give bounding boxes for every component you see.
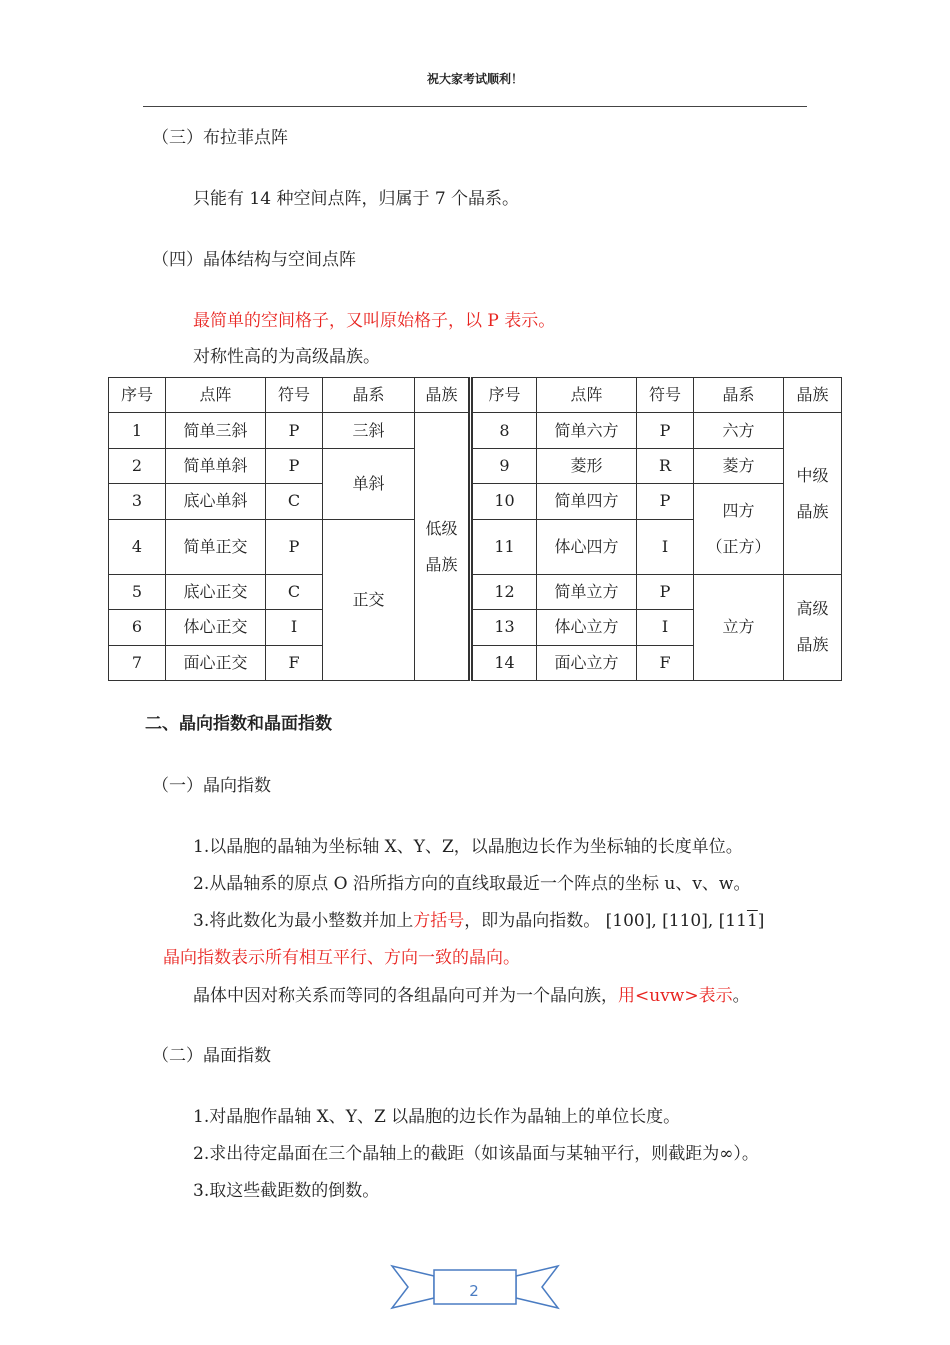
cell-symbol: P: [266, 448, 323, 483]
part2-heading: 二、晶向指数和晶面指数: [145, 714, 332, 734]
section-heading-bravais: （三）布拉菲点阵: [152, 128, 288, 148]
table-row: [109, 413, 842, 448]
cell-lattice: 底心单斜: [166, 484, 266, 519]
cell-lattice: 体心四方: [537, 519, 637, 574]
direction-step-1: 1.以晶胞的晶轴为坐标轴 X、Y、Z，以晶胞边长作为坐标轴的长度单位。: [193, 837, 743, 857]
cell-lattice: 面心正交: [166, 645, 266, 680]
bravais-summary: 只能有 14 种空间点阵，归属于 7 个晶系。: [193, 189, 520, 209]
page-header: 祝大家考试顺利！: [426, 72, 523, 86]
family-mid-line1: 中级: [796, 465, 829, 485]
header-cell: 序号: [471, 378, 537, 413]
cell-system-tetragonal: [694, 484, 784, 575]
cell-family-high: [784, 574, 842, 680]
header-cell: 晶系: [694, 378, 784, 413]
cell-system-cubic: 立方: [694, 574, 784, 680]
family-notation: 用<uvw>表示: [618, 986, 733, 1006]
cell-symbol: P: [266, 519, 323, 574]
cell-lattice: 简单四方: [537, 484, 637, 519]
table-row: [109, 448, 842, 483]
cell-no: 4: [109, 519, 166, 574]
plane-step-3: 3.取这些截距数的倒数。: [193, 1181, 380, 1201]
cell-no: 14: [471, 645, 537, 680]
cell-no: 2: [109, 448, 166, 483]
cell-no: 9: [471, 448, 537, 483]
header-cell: 序号: [109, 378, 166, 413]
header-rule: [143, 106, 807, 107]
cell-symbol: F: [637, 645, 694, 680]
tetragonal-line2: （正方）: [706, 536, 771, 556]
cell-no: 13: [471, 610, 537, 645]
cell-lattice: 简单单斜: [166, 448, 266, 483]
family-low-line1: 低级: [425, 518, 458, 538]
family-mid-line2: 晶族: [796, 501, 829, 521]
cell-no: 10: [471, 484, 537, 519]
cell-symbol: P: [637, 574, 694, 609]
family-text: 晶体中因对称关系而等同的各组晶向可并为一个晶向族，: [193, 986, 618, 1006]
table-header-row: [109, 378, 842, 413]
cell-lattice: 底心正交: [166, 574, 266, 609]
cell-system-triclinic: 三斜: [323, 413, 415, 448]
bracket-highlight: 方括号: [413, 911, 465, 931]
tetragonal-line1: 四方: [722, 500, 755, 520]
cell-lattice: 菱形: [537, 448, 637, 483]
cell-symbol: P: [637, 413, 694, 448]
direction-note: 晶向指数表示所有相互平行、方向一致的晶向。: [163, 948, 520, 968]
step3-text: 3.将此数化为最小整数并加上: [193, 911, 414, 931]
cell-system-monoclinic: 单斜: [323, 448, 415, 519]
cell-lattice: 简单六方: [537, 413, 637, 448]
cell-no: 11: [471, 519, 537, 574]
step3-close-bracket: ]: [757, 911, 765, 931]
cell-lattice: 简单立方: [537, 574, 637, 609]
step3-examples: ，即为晶向指数。 [100], [110], [11: [464, 911, 747, 931]
cell-symbol: P: [266, 413, 323, 448]
cell-no: 8: [471, 413, 537, 448]
plane-step-1: 1.对晶胞作晶轴 X、Y、Z 以晶胞的边长作为晶轴上的单位长度。: [193, 1107, 681, 1127]
cell-symbol: R: [637, 448, 694, 483]
overbar-digit: 1: [746, 911, 758, 931]
section-heading-crystal-structure: （四）晶体结构与空间点阵: [152, 250, 356, 270]
cell-family-low: [415, 413, 471, 681]
cell-no: 3: [109, 484, 166, 519]
cell-family-mid: [784, 413, 842, 574]
cell-lattice: 简单正交: [166, 519, 266, 574]
primitive-cell-note: 最简单的空间格子，又叫原始格子，以 P 表示。: [193, 311, 556, 331]
header-cell: 符号: [266, 378, 323, 413]
cell-symbol: I: [266, 610, 323, 645]
cell-no: 5: [109, 574, 166, 609]
cell-no: 7: [109, 645, 166, 680]
family-high-line2: 晶族: [796, 635, 829, 655]
plane-step-2: 2.求出待定晶面在三个晶轴上的截距（如该晶面与某轴平行，则截距为∞）。: [193, 1144, 759, 1164]
cell-lattice: 简单三斜: [166, 413, 266, 448]
high-symmetry-note: 对称性高的为高级晶族。: [193, 347, 380, 367]
direction-family-note: [193, 985, 750, 1007]
header-cell: 晶系: [323, 378, 415, 413]
family-high-line1: 高级: [796, 599, 829, 619]
cell-symbol: F: [266, 645, 323, 680]
family-low-line2: 晶族: [425, 554, 458, 574]
cell-lattice: 体心正交: [166, 610, 266, 645]
cell-lattice: 体心立方: [537, 610, 637, 645]
cell-symbol: C: [266, 574, 323, 609]
table-row: [109, 484, 842, 519]
cell-symbol: C: [266, 484, 323, 519]
cell-lattice: 面心立方: [537, 645, 637, 680]
cell-system-orthorhombic: 正交: [323, 519, 415, 681]
cell-symbol: P: [637, 484, 694, 519]
header-cell: 点阵: [537, 378, 637, 413]
header-cell: 符号: [637, 378, 694, 413]
table-row: [109, 574, 842, 609]
direction-step-3: [193, 910, 764, 932]
cell-no: 6: [109, 610, 166, 645]
header-cell: 晶族: [784, 378, 842, 413]
page-number: 2: [469, 1282, 479, 1300]
cell-system-hexagonal: 六方: [694, 413, 784, 448]
header-cell: 晶族: [415, 378, 471, 413]
family-period: 。: [732, 986, 750, 1006]
cell-no: 1: [109, 413, 166, 448]
cell-no: 12: [471, 574, 537, 609]
subheading-plane-index: （二）晶面指数: [152, 1046, 271, 1066]
header-cell: 点阵: [166, 378, 266, 413]
cell-symbol: I: [637, 519, 694, 574]
cell-system-rhombohedral: 菱方: [694, 448, 784, 483]
subheading-direction-index: （一）晶向指数: [152, 776, 271, 796]
direction-step-2: 2.从晶轴系的原点 O 沿所指方向的直线取最近一个阵点的坐标 u、v、w。: [193, 874, 751, 894]
bravais-lattice-table: [108, 377, 842, 681]
cell-symbol: I: [637, 610, 694, 645]
